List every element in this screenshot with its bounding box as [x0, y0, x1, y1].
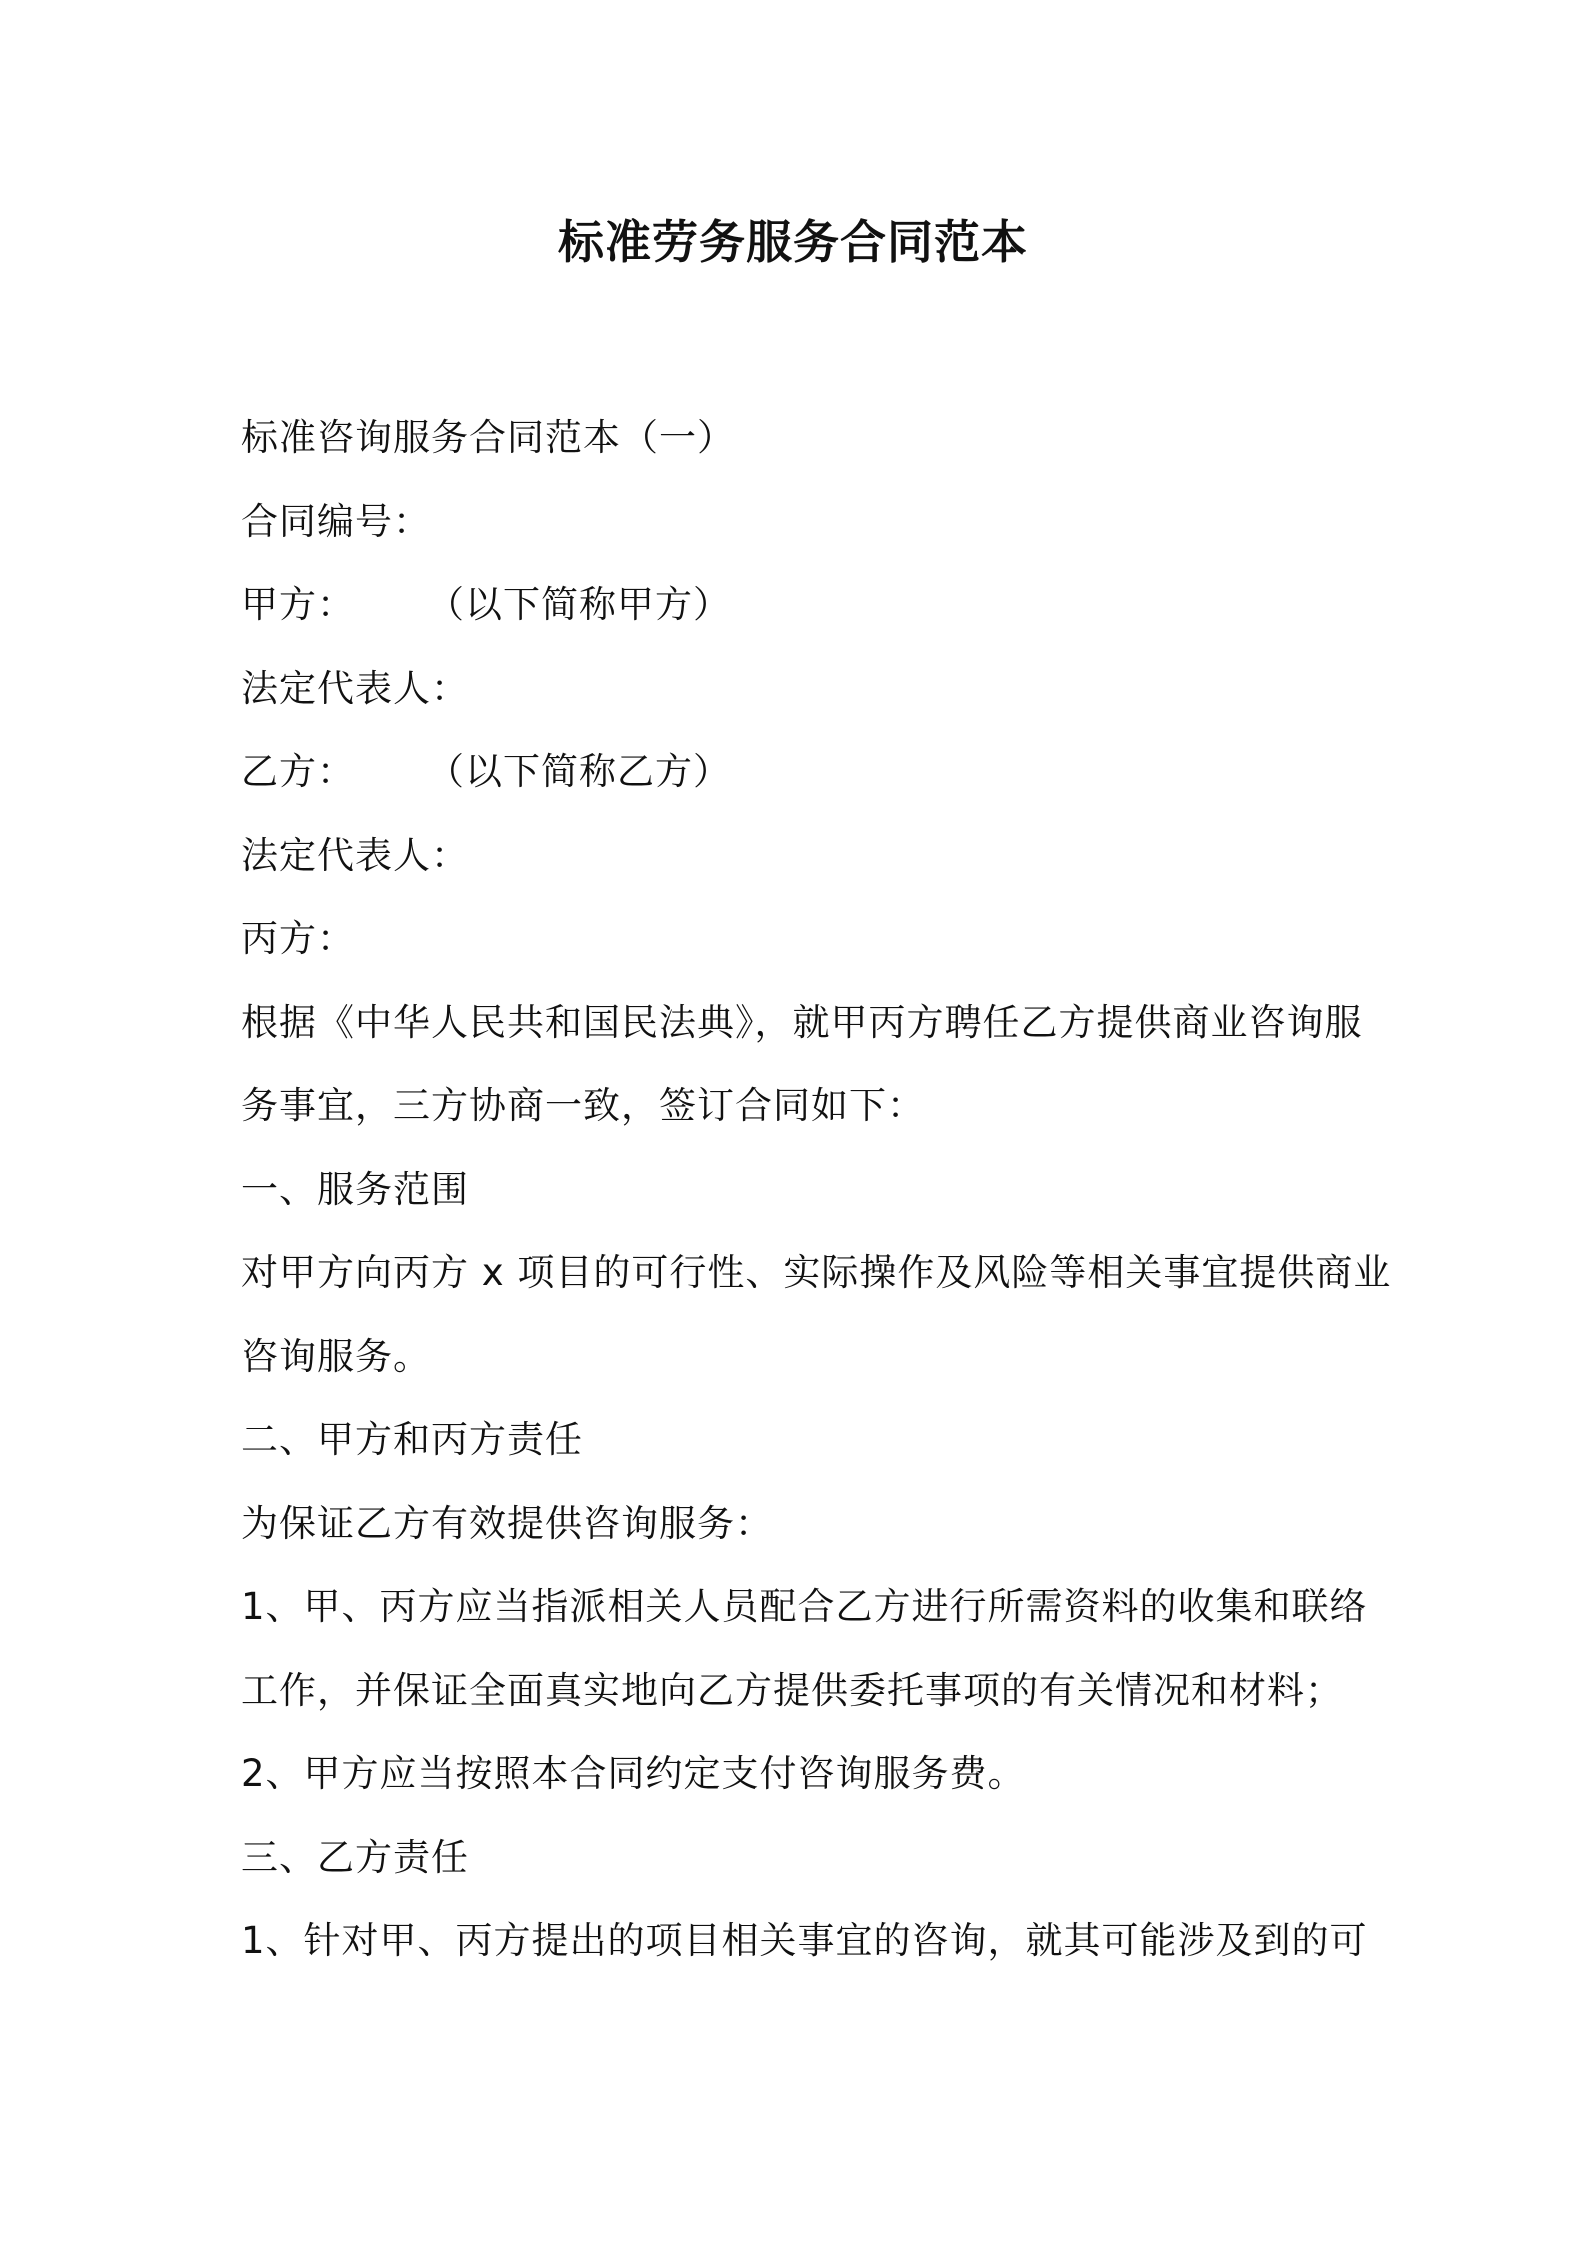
section-2-item-2: 2、甲方应当按照本合同约定支付咨询服务费。: [241, 1752, 1026, 1795]
section-2-intro: 为保证乙方有效提供咨询服务：: [241, 1502, 773, 1545]
preamble-line-2: 务事宜，三方协商一致，签订合同如下：: [241, 1084, 925, 1127]
page-title: 标准劳务服务合同范本: [558, 215, 1028, 269]
party-a-note: （以下简称甲方）: [427, 583, 731, 626]
party-b-note: （以下简称乙方）: [427, 750, 731, 793]
party-b-label: 乙方：: [241, 750, 355, 793]
section-2-item-1-line-1: 1、甲、丙方应当指派相关人员配合乙方进行所需资料的收集和联络: [241, 1585, 1368, 1628]
party-c-label: 丙方：: [241, 917, 355, 960]
section-2-item-1-line-2: 工作，并保证全面真实地向乙方提供委托事项的有关情况和材料；: [241, 1669, 1343, 1712]
party-b-representative: 法定代表人：: [241, 834, 469, 877]
party-a-representative: 法定代表人：: [241, 667, 469, 710]
preamble-line-1: 根据《中华人民共和国民法典》，就甲丙方聘任乙方提供商业咨询服: [241, 1001, 1363, 1044]
section-1-line-1: 对甲方向丙方 x 项目的可行性、实际操作及风险等相关事宜提供商业: [241, 1251, 1392, 1294]
section-2-heading: 二、甲方和丙方责任: [241, 1418, 583, 1461]
section-1-line-2: 咨询服务。: [241, 1335, 431, 1378]
party-a-line: [241, 581, 1361, 629]
party-b-line: [241, 748, 1361, 796]
subtitle: 标准咨询服务合同范本（一）: [241, 416, 735, 459]
party-a-label: 甲方：: [241, 583, 355, 626]
contract-number-label: 合同编号：: [241, 500, 431, 543]
section-1-heading: 一、服务范围: [241, 1168, 469, 1211]
section-3-heading: 三、乙方责任: [241, 1836, 469, 1879]
section-3-item-1-line-1: 1、针对甲、丙方提出的项目相关事宜的咨询，就其可能涉及到的可: [241, 1919, 1368, 1962]
